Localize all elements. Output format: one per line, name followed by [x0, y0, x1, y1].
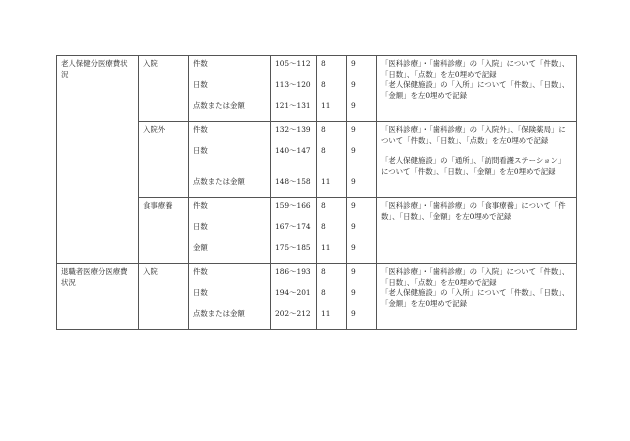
type-cell: 入院 — [139, 56, 189, 122]
type-cell: 入院外 — [139, 122, 189, 198]
remark-text: 「医科診療」・「歯科診療」の「入院」について「件数」、「日数」、「点数」を左0埋めで記録 — [381, 59, 570, 79]
remark-text: 「医科診療」・「歯科診療」の「入院外」、「保険薬局」について「件数」、「日数」、「点数」を左0埋めで記録 — [381, 125, 566, 145]
item-label: 件数 — [193, 267, 208, 276]
item-label: 日数 — [193, 288, 208, 297]
range-value: 202～212 — [275, 309, 311, 318]
attr-cell — [347, 198, 377, 264]
range-cell — [271, 122, 317, 198]
range-value: 167～174 — [275, 222, 311, 231]
item-label: 点数または金額 — [193, 101, 245, 110]
attr-value: 9 — [351, 177, 356, 186]
length-value: 8 — [321, 288, 326, 297]
length-cell — [317, 198, 347, 264]
attr-value: 9 — [351, 309, 356, 318]
length-value: 8 — [321, 125, 326, 134]
item-label: 金額 — [193, 243, 208, 252]
remark-text: 「老人保健施設」の「通所」、「訪問看護ステーション」について「件数」、「日数」、「金額」を左0埋めで記録 — [381, 156, 566, 176]
length-cell — [317, 122, 347, 198]
range-value: 140～147 — [275, 146, 311, 155]
length-value: 11 — [321, 101, 331, 110]
item-label: 日数 — [193, 146, 208, 155]
attr-value: 9 — [351, 80, 356, 89]
attr-value: 9 — [351, 59, 356, 68]
table-row — [57, 264, 577, 330]
item-label: 件数 — [193, 201, 208, 210]
length-value: 8 — [321, 80, 326, 89]
length-value: 8 — [321, 201, 326, 210]
range-cell — [271, 198, 317, 264]
length-value: 8 — [321, 59, 326, 68]
attr-value: 9 — [351, 201, 356, 210]
length-value: 8 — [321, 222, 326, 231]
type-cell: 食事療養 — [139, 198, 189, 264]
range-value: 132～139 — [275, 125, 311, 134]
record-spec-table — [56, 55, 577, 330]
remark-text: 「老人保健施設」の「入所」について「件数」、「日数」、「金額」を左0埋めで記録 — [381, 288, 570, 308]
length-cell — [317, 56, 347, 122]
range-value: 105～112 — [275, 59, 311, 68]
remarks-cell — [377, 198, 577, 264]
attr-cell — [347, 56, 377, 122]
attr-value: 9 — [351, 101, 356, 110]
item-cell — [189, 264, 271, 330]
item-label: 日数 — [193, 80, 208, 89]
length-value: 11 — [321, 243, 331, 252]
item-cell — [189, 56, 271, 122]
item-label: 点数または金額 — [193, 309, 245, 318]
remark-text: 「医科診療」・「歯科診療」の「入院」について「件数」、「日数」、「点数」を左0埋めで記録 — [381, 267, 570, 287]
length-value: 11 — [321, 309, 331, 318]
remark-text: 「老人保健施設」の「入所」について「件数」、「日数」、「金額」を左0埋めで記録 — [381, 80, 570, 100]
attr-value: 9 — [351, 125, 356, 134]
remarks-cell — [377, 122, 577, 198]
attr-value: 9 — [351, 267, 356, 276]
attr-value: 9 — [351, 288, 356, 297]
item-cell — [189, 122, 271, 198]
attr-value: 9 — [351, 146, 356, 155]
range-cell — [271, 264, 317, 330]
range-value: 186～193 — [275, 267, 311, 276]
length-value: 8 — [321, 146, 326, 155]
remarks-cell — [377, 56, 577, 122]
range-value: 194～201 — [275, 288, 311, 297]
attr-value: 9 — [351, 222, 356, 231]
range-value: 148～158 — [275, 177, 311, 186]
remark-spacer — [381, 146, 572, 156]
category-cell: 老人保健分医療費状況 — [57, 56, 139, 264]
category-cell: 退職者医療分医療費状況 — [57, 264, 139, 330]
length-cell — [317, 264, 347, 330]
attr-cell — [347, 122, 377, 198]
attr-value: 9 — [351, 243, 356, 252]
remarks-cell — [377, 264, 577, 330]
type-cell: 入院 — [139, 264, 189, 330]
range-value: 159～166 — [275, 201, 311, 210]
attr-cell — [347, 264, 377, 330]
remark-text: 「医科診療」・「歯科診療」の「食事療養」について「件数」、「日数」、「金額」を左0埋めで記録 — [381, 201, 566, 221]
item-label: 点数または金額 — [193, 177, 245, 186]
item-label: 件数 — [193, 59, 208, 68]
range-value: 113～120 — [275, 80, 311, 89]
length-value: 11 — [321, 177, 331, 186]
item-label: 日数 — [193, 222, 208, 231]
range-cell — [271, 56, 317, 122]
range-value: 175～185 — [275, 243, 311, 252]
item-label: 件数 — [193, 125, 208, 134]
table-row — [57, 56, 577, 122]
range-value: 121～131 — [275, 101, 311, 110]
item-cell — [189, 198, 271, 264]
length-value: 8 — [321, 267, 326, 276]
